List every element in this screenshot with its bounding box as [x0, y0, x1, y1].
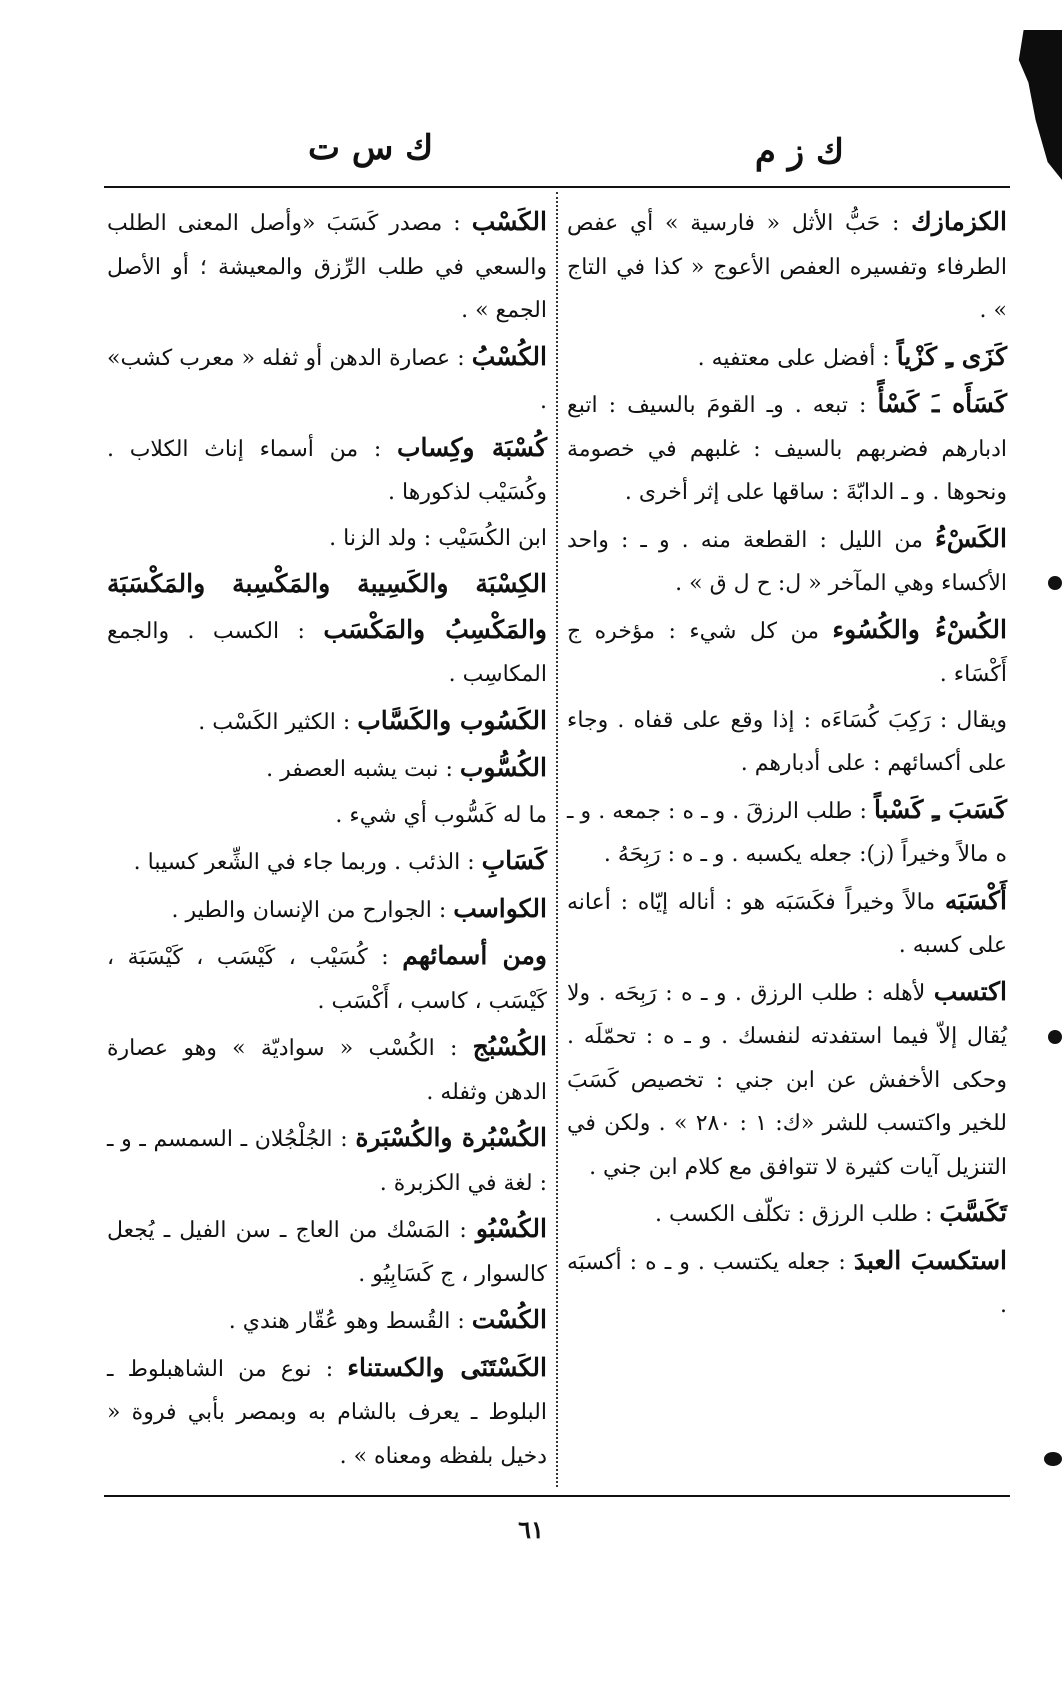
entry-headword: الكُسْبُج [472, 1032, 547, 1061]
entry-headword: الكُسُّوب [459, 753, 547, 782]
dictionary-entry [107, 335, 547, 424]
entry-definition: ما له كَسُّوب أي شيء . [335, 802, 547, 828]
scan-edge-mark [1048, 576, 1062, 590]
dictionary-entry [567, 517, 1007, 606]
entry-definition: ابن الكُسَيْب : ولد الزنا . [329, 525, 547, 551]
dictionary-entry [567, 788, 1007, 877]
entry-definition: مالاً وخيراً فكَسَبَه هو : أناله إيّاه : أعانه على كسبه . [567, 889, 1007, 958]
dictionary-entry [567, 335, 1007, 381]
dictionary-entry [567, 608, 1007, 697]
dictionary-entry [107, 200, 547, 333]
column-divider [556, 192, 558, 1487]
entry-definition: : الكثير الكَسْب . [198, 709, 351, 735]
dictionary-entry [107, 1025, 547, 1114]
dictionary-entry [567, 200, 1007, 333]
entry-headword: الكَسْب [471, 207, 547, 236]
dictionary-entry [567, 1239, 1007, 1328]
right-column [567, 200, 1007, 1330]
dictionary-entry [107, 794, 547, 838]
dictionary-entry [107, 1207, 547, 1296]
entry-headword: استكسبَ العبدَ [853, 1245, 1007, 1275]
entry-headword: الكَسْتَنَى والكستناء [347, 1352, 547, 1382]
dictionary-entry [107, 839, 547, 885]
entry-definition: : طلب الرزقَ . و ـ ه : جمعه . و ـ ه مالاً وخيراً (ز): جعله يكسبه . و ـ ه : رَبِحَهُ . [567, 798, 1007, 867]
dictionary-entry [107, 517, 547, 561]
entry-definition: لأهله : طلب الرزق . و ـ ه : رَبِحَه . ولا يُقال إلاّ فيما استفدته لنفسك . و ـ ه : تحمّلَه . وحكى الأخفش عن ابن جني : تخصيص كَسَبَ للخير واكتسب للشر «ك: ١ : ٢٨٠ » . ولكن في التنزيل آيات كثيرة لا تتوافق مع كلام ابن جني . [567, 980, 1007, 1180]
scan-corner-blot [1014, 30, 1062, 180]
left-column [107, 200, 547, 1480]
entry-headword: ومن أسمائهم [402, 941, 548, 970]
scan-edge-mark [1044, 1452, 1062, 1466]
entry-headword: أَكْسَبَه [944, 885, 1007, 915]
dictionary-entry [567, 970, 1007, 1190]
entry-headword: الكواسب [453, 893, 547, 923]
entry-definition: : جعله يكتسب . و ـ ه : أكسبَه . [567, 1249, 1007, 1318]
entry-headword: الكَسْءُ [935, 523, 1007, 553]
entry-definition: : المَسْك من العاج ـ سن الفيل ـ يُجعل كالسوار ، ج كَسَابِيُو . [107, 1218, 547, 1287]
entry-headword: كَسَبَ ـِ كَسْباً [874, 794, 1007, 824]
dictionary-entry [107, 1298, 547, 1344]
dictionary-entry [567, 879, 1007, 968]
entry-definition: : عصارة الدهن أو ثفله « معرب كشب» . [107, 345, 547, 414]
entry-headword: كَسَأَه ـَ كَسْأً [877, 389, 1007, 418]
entry-definition: : طلب الرزق : تكلّف الكسب . [655, 1202, 933, 1227]
dictionary-entry [107, 426, 547, 515]
entry-definition: ويقال : رَكِبَ كُسَاءَه : إذا وقع على قفاه . وجاء على أكسائهم : على أدبارهم . [567, 707, 1007, 776]
entry-headword: تَكَسَّبَ [939, 1198, 1007, 1227]
entry-headword: الكُسْبُ [471, 341, 547, 371]
entry-definition: : الكُسْب « سواديّة » وهو عصارة الدهن وثفله . [107, 1036, 547, 1105]
dictionary-entry [107, 746, 547, 792]
entry-definition: : نبت يشبه العصفر . [266, 757, 453, 782]
page-number: ٦١ [518, 1515, 544, 1544]
entry-definition: : نوع من الشاهبلوط ـ البلوط ـ يعرف بالشام به وبمصر بأبي فروة « دخيل بلفظه ومعناه » . [107, 1356, 547, 1469]
dictionary-entry [567, 382, 1007, 515]
header-rule [104, 186, 1010, 188]
dictionary-entry [107, 699, 547, 745]
entry-definition: : الكسب . والجمع المكاسِب . [107, 618, 547, 687]
entry-headword: الكَسُوب والكَسَّاب [357, 705, 547, 735]
entry-definition: : حَبُّ الأثل « فارسية » أي عفص الطرفاء وتفسيره العفص الأعوج « كذا في التاج » . [567, 211, 1007, 323]
dictionary-entry [107, 1346, 547, 1479]
entry-headword: الكُسْت [471, 1305, 547, 1334]
entry-definition: : الجُلْجُلان ـ السمسم ـ و ـ : لغة في الكزبرة . [107, 1127, 547, 1196]
footer-rule [104, 1495, 1010, 1497]
entry-headword: كُسْبَة وكِساب [396, 432, 547, 462]
entry-definition: : مصدر كَسَبَ «وأصل المعنى الطلب والسعي في طلب الرِّزق والمعيشة ؛ أو الأصل الجمع » . [107, 211, 547, 323]
entry-headword: الكُسْبُو [475, 1214, 547, 1243]
entry-headword: اكتسب [933, 976, 1008, 1006]
dictionary-entry [107, 1116, 547, 1205]
dictionary-entry [107, 934, 547, 1023]
scan-edge-mark [1048, 1030, 1062, 1044]
entry-definition: من الليل : القطعة منه . و ـ : واحد الأكساء وهي المآخر « ل: ح ل ق » . [567, 527, 1007, 596]
entry-definition: : تبعه . وـ القومَ بالسيف : اتبع ادبارهم فضربهم بالسيف : غلبهم في خصومة ونحوها . و ـ الدابّةَ : ساقها على إثر أخرى . [567, 393, 1007, 505]
entry-definition: من كل شيء : مؤخره ج أَكْسَاء . [567, 618, 1007, 687]
entry-definition: : من أسماء إناث الكلاب . وكُسَيْب لذكورها . [107, 436, 547, 505]
entry-definition: : الجوارح من الإنسان والطير . [171, 897, 447, 923]
dictionary-entry [107, 887, 547, 933]
entry-headword: الكِسْبَة والكَسِيبة والمَكْسِبة والمَكْسَبَة والمَكْسِبُ والمَكْسَب [107, 569, 547, 644]
header-root-left: ك س ت [308, 128, 434, 168]
dictionary-entry [107, 562, 547, 697]
page-header [100, 128, 1012, 178]
entry-headword: كَزَى ـِ كَزْياً [896, 341, 1007, 371]
dictionary-entry [567, 699, 1007, 786]
entry-headword: الكزمازك [911, 207, 1007, 236]
entry-headword: كَسَابِ [481, 846, 547, 875]
entry-definition: : كُسَيْب ، كَيْسَب ، كَيْسَبَة ، كَيْسَب ، كاسب ، أَكْسَب . [107, 945, 547, 1014]
entry-headword: الكُسْءُ والكُسُوء [832, 614, 1007, 644]
entry-headword: الكُسْبُرة والكُسْبَرة [355, 1123, 548, 1152]
dictionary-entry [567, 1191, 1007, 1237]
entry-definition: : القُسط وهو عُقّار هندي . [228, 1309, 465, 1334]
header-root-right: ك ز م [754, 132, 844, 172]
entry-definition: : الذئب . وربما جاء في الشِّعر كسيبا . [133, 850, 475, 875]
entry-definition: : أفضل على معتفيه . [697, 345, 890, 371]
